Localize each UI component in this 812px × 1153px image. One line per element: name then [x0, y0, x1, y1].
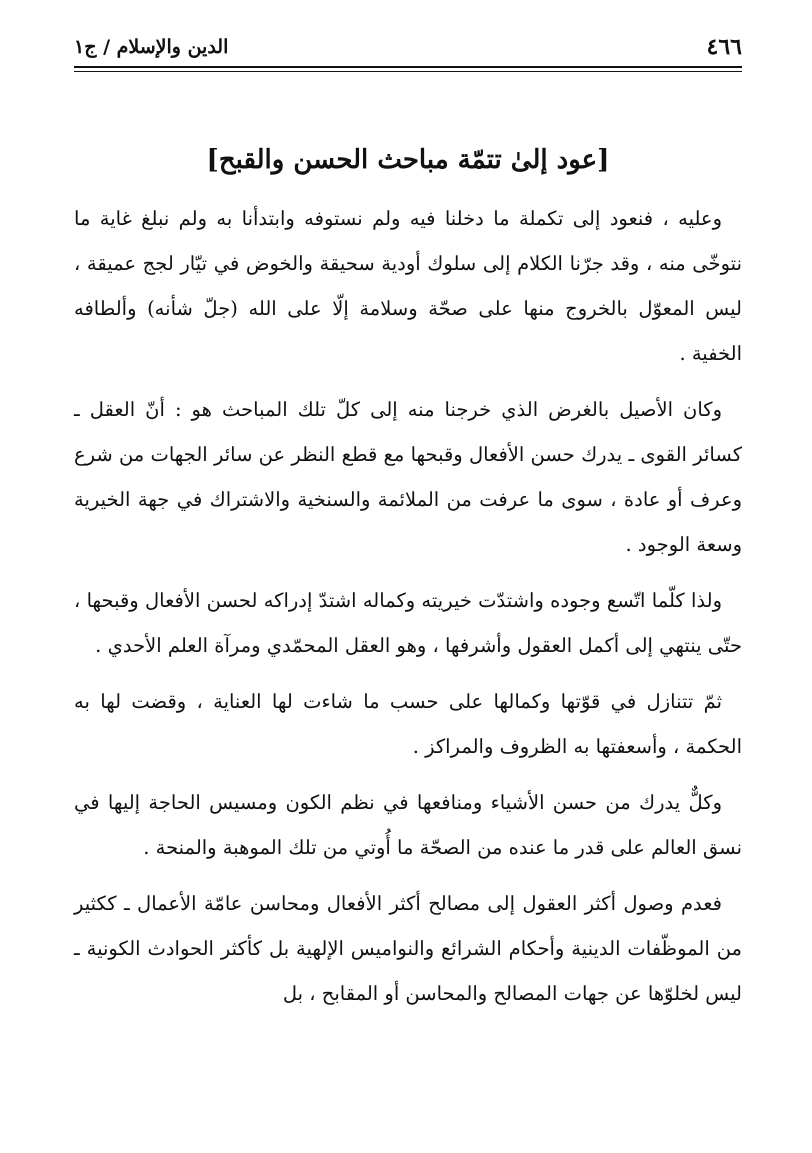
header-rule-thick	[74, 66, 742, 68]
page-number: ٤٦٦	[706, 34, 742, 60]
paragraph-text: ولذا كلّما اتّسع وجوده واشتدّت خيريته وكماله اشتدّ إدراكه لحسن الأفعال وقبحها ، حتّى ينتهي إلى أكمل العقول وأشرفها ، وهو العقل المحمّدي ومرآة العلم الأحدي .	[74, 589, 742, 657]
paragraph-text: فعدم وصول أكثر العقول إلى مصالح أكثر الأفعال ومحاسن عامّة الأعمال ـ ككثير من الموظّفات الدينية وأحكام الشرائع والنواميس الإلهية بل كأكثر الحوادث الكونية ـ ليس لخلوّها عن جهات المصالح والمحاسن أو المقابح ، بل	[74, 892, 742, 1005]
paragraph	[74, 679, 742, 769]
body-text	[74, 196, 742, 1027]
paragraph-text: وكان الأصيل بالغرض الذي خرجنا منه إلى كلّ تلك المباحث هو : أنّ العقل ـ كسائر القوى ـ يدرك حسن الأفعال وقبحها مع قطع النظر عن سائر الجهات من شرع وعرف أو عادة ، سوى ما عرفت من الملائمة والسنخية والاشتراك في جهة الخيرية وسعة الوجود .	[74, 398, 742, 556]
paragraph	[74, 780, 742, 870]
book-title: الدين والإسلام / ج١	[74, 36, 229, 58]
paragraph	[74, 881, 742, 1016]
section-heading: [عود إلىٰ تتمّة مباحث الحسن والقبح]	[206, 145, 610, 175]
header-rule-thin	[74, 71, 742, 72]
paragraph-text: وعليه ، فنعود إلى تكملة ما دخلنا فيه ولم نستوفه وابتدأنا به ولم نبلغ غاية ما نتوخّى منه ، وقد جرّنا الكلام إلى سلوك أودية سحيقة والخوض في تيّار لجج عميقة ، ليس المعوّل بالخروج منها على صحّة وسلامة إلّا على الله (جلّ شأنه) وألطافه الخفية .	[74, 207, 742, 365]
paragraph-text: وكلٌّ يدرك من حسن الأشياء ومنافعها في نظم الكون ومسيس الحاجة إليها في نسق العالم على قدر ما عنده من الصحّة ما أُوتي من تلك الموهبة والمنحة .	[74, 791, 742, 859]
paragraph	[74, 196, 742, 376]
running-head	[74, 30, 742, 64]
paragraph-text: ثمّ تتنازل في قوّتها وكمالها على حسب ما شاءت لها العناية ، وقضت لها به الحكمة ، وأسعفتها به الظروف والمراكز .	[74, 690, 742, 758]
paragraph	[74, 387, 742, 567]
paragraph	[74, 578, 742, 668]
